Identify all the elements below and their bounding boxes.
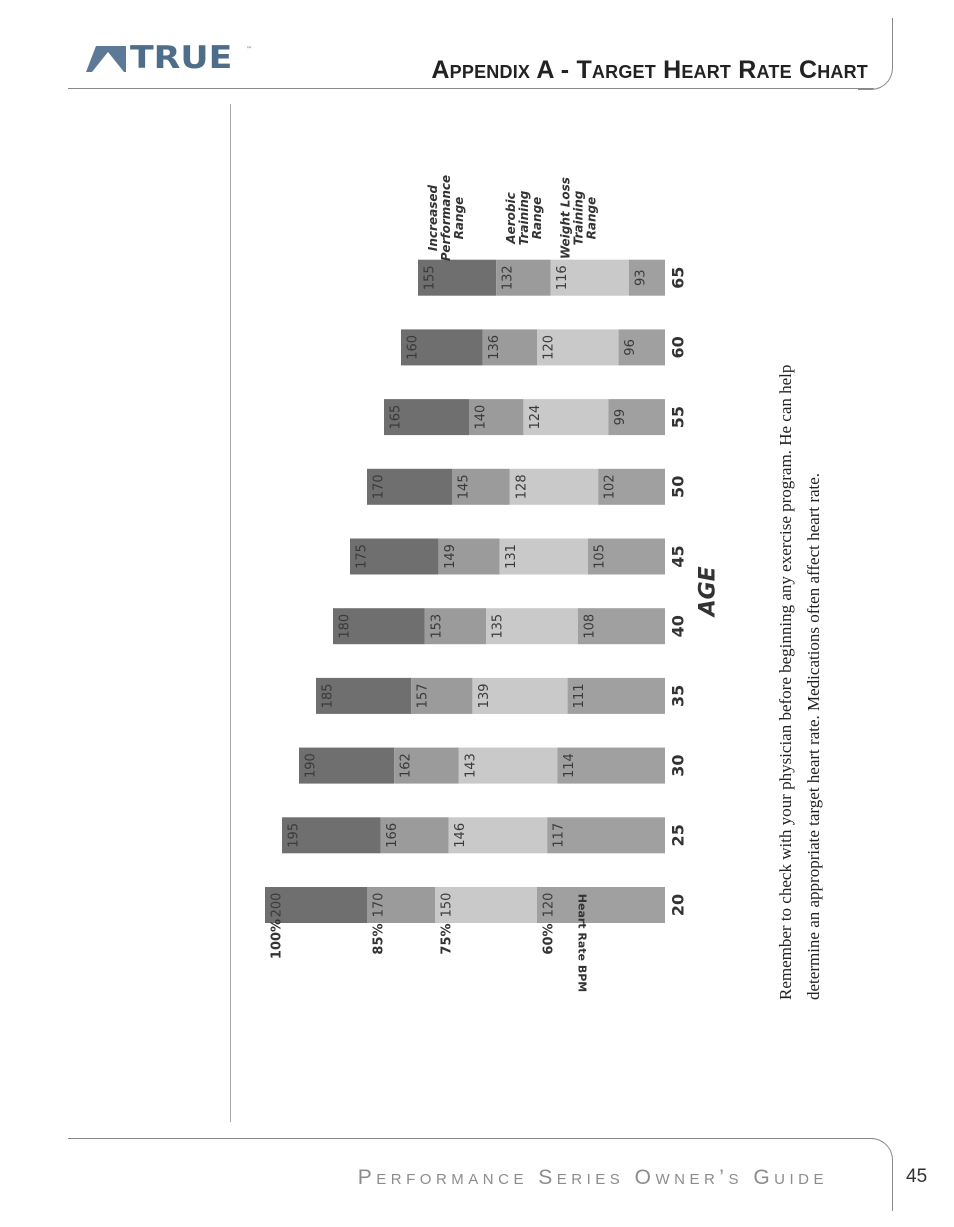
bar-value-label: 117 <box>551 822 567 848</box>
bar-value-label: 116 <box>555 265 571 291</box>
bar-value-label: 139 <box>476 683 492 709</box>
legend-label: Range <box>452 196 466 240</box>
age-tick-label: 40 <box>668 615 688 638</box>
age-tick-label: 55 <box>668 405 688 429</box>
bar-value-label: 120 <box>541 892 557 918</box>
heart-rate-chart <box>260 170 721 993</box>
bar-value-label: 166 <box>385 822 401 848</box>
bar-value-label: 145 <box>456 474 472 500</box>
age-tick-label: 60 <box>668 336 688 359</box>
bar-value-label: 131 <box>504 544 520 569</box>
bar-value-label: 114 <box>561 753 577 779</box>
bar-value-label: 190 <box>303 753 319 779</box>
legend-label: Performance <box>439 174 453 262</box>
footer-corner-curve <box>858 1138 893 1211</box>
bar-value-label: 175 <box>354 544 370 569</box>
logo-mountain-icon <box>86 46 126 72</box>
bar-value-label: 157 <box>415 683 431 709</box>
bar-value-label: 96 <box>623 339 639 356</box>
legend-label: Training <box>517 190 532 246</box>
trademark-mark: ™ <box>246 46 252 53</box>
bar-value-label: 180 <box>337 613 353 639</box>
bar-value-label: 128 <box>514 474 530 500</box>
bar-value-label: 195 <box>286 822 302 848</box>
bar-value-label: 140 <box>473 404 489 430</box>
age-tick-label: 35 <box>668 684 688 708</box>
percent-label: 100% <box>269 918 285 960</box>
page-number: 45 <box>906 1166 928 1187</box>
header-divider <box>68 88 874 89</box>
bar-value-label: 143 <box>463 753 479 779</box>
bar-value-label: 160 <box>405 334 421 360</box>
bar-value-label: 102 <box>602 474 618 500</box>
percent-label: 75% <box>439 923 455 955</box>
logo-wordmark: TRUE <box>130 40 233 76</box>
legend-label: Increased <box>426 184 440 252</box>
bar-value-label: 155 <box>422 265 438 291</box>
age-tick-label: 25 <box>668 824 688 847</box>
age-tick-label: 50 <box>668 475 688 498</box>
bar-value-label: 185 <box>320 683 336 709</box>
guide-title: Performance Series Owner’s Guide <box>357 1166 828 1189</box>
percent-label: 85% <box>371 923 387 955</box>
bar-value-label: 170 <box>371 892 387 918</box>
age-tick-label: 30 <box>668 754 688 777</box>
bar-value-label: 165 <box>388 404 404 430</box>
physician-note <box>772 200 828 1000</box>
bar-value-label: 149 <box>442 544 458 569</box>
true-logo <box>86 40 256 76</box>
page-title: Appendix A - Target Heart Rate Chart <box>431 56 868 84</box>
legend-label: Weight Loss <box>558 177 573 259</box>
y-axis-label: Heart Rate BPM <box>575 893 589 993</box>
bar-value-label: 105 <box>592 544 608 569</box>
bar-value-label: 136 <box>487 334 503 360</box>
note-line-1: Remember to check with your physician before beginning any exercise program. He can help <box>776 364 795 1000</box>
legend-label: Range <box>584 196 599 240</box>
bar-value-label: 150 <box>439 892 455 918</box>
bar-value-label: 111 <box>572 683 588 709</box>
footer-divider <box>68 1138 874 1139</box>
age-tick-label: 45 <box>668 545 688 568</box>
bar-value-label: 170 <box>371 474 387 500</box>
bar-value-label: 124 <box>527 404 543 430</box>
sidebar-divider <box>230 104 231 1122</box>
percent-label: 60% <box>541 923 557 955</box>
bar-value-label: 153 <box>429 613 445 639</box>
bar-value-label: 93 <box>633 269 649 286</box>
bar-value-label: 99 <box>612 408 628 426</box>
x-axis-title: AGE <box>695 566 721 617</box>
age-tick-label: 20 <box>668 893 688 917</box>
age-tick-label: 65 <box>668 266 688 289</box>
bar-value-label: 120 <box>541 334 557 360</box>
note-line-2: determine an appropriate target heart rate. Medications often affect heart rate. <box>804 472 823 1000</box>
bar-value-label: 162 <box>398 753 414 779</box>
chart-layer <box>265 175 721 992</box>
bar-value-label: 108 <box>582 613 598 639</box>
legend-label: Range <box>530 196 545 240</box>
bar-value-label: 200 <box>269 892 285 918</box>
legend-label: Aerobic <box>504 192 519 244</box>
bar-value-label: 146 <box>453 822 469 848</box>
header-corner-curve <box>858 18 893 90</box>
legend-label: Training <box>571 190 586 246</box>
bar-value-label: 132 <box>500 265 516 291</box>
bar-value-label: 135 <box>490 613 506 639</box>
